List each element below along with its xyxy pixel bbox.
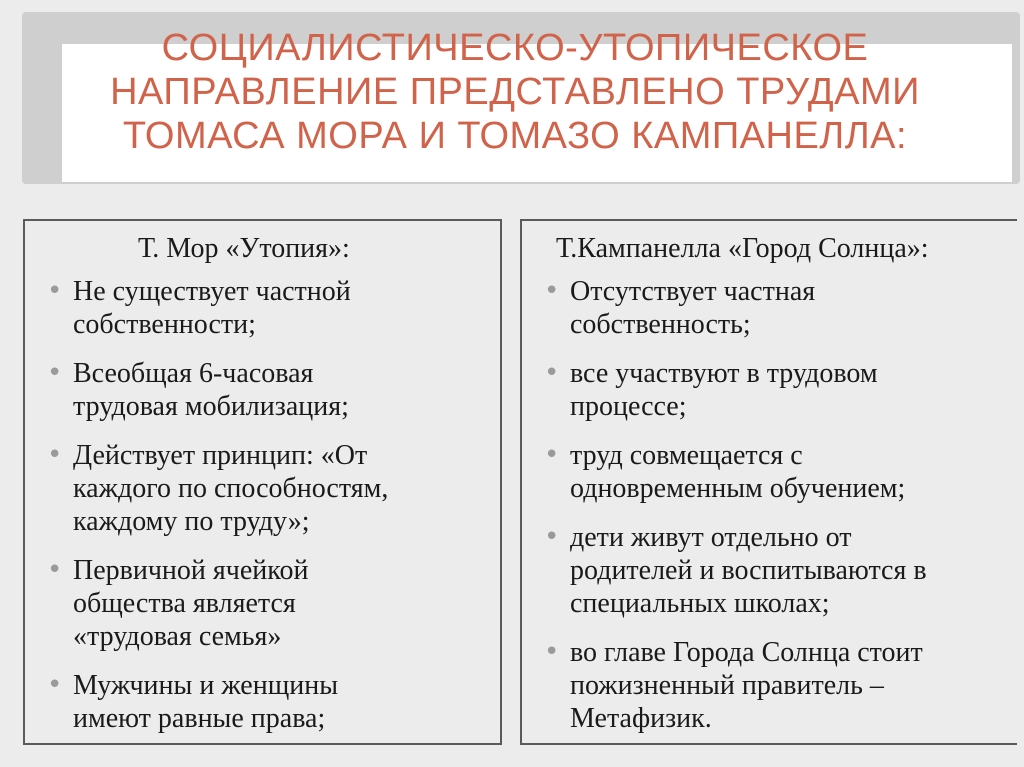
list-item-text: Мужчины и женщины имеют равные права; [73,670,339,734]
list-item [544,521,1014,620]
list-item [47,275,497,341]
list-item [47,554,497,653]
bullet-icon: • [47,670,63,700]
bullet-icon: • [544,440,560,470]
bullet-icon: • [47,276,63,306]
list-item-text: Действует принцип: «От каждого по способностям, каждому по труду»; [73,440,389,537]
title-line: СОЦИАЛИСТИЧЕСКО-УТОПИЧЕСКОЕ [161,27,869,69]
bullet-icon: • [47,440,63,470]
bullet-icon: • [544,276,560,306]
left-panel-heading: Т. Мор «Утопия»: [138,233,350,264]
left-panel-utopia [23,219,502,745]
list-item [544,357,1014,423]
list-item [47,439,497,538]
list-item [544,636,1014,735]
bullet-icon: • [47,358,63,388]
list-item [47,669,497,735]
bullet-icon: • [47,555,63,585]
list-item-text: Первичной ячейкой общества является «трудовая семья» [73,555,309,652]
list-item-text: Отсутствует частная собственность; [570,276,816,340]
slide-title [40,26,990,158]
bullet-icon: • [544,522,560,552]
list-item [544,275,1014,341]
list-item-text: Не существует частной собственности; [73,276,351,340]
bullet-icon: • [544,637,560,667]
right-panel-city-of-sun [520,219,1017,745]
title-line: ТОМАСА МОРА И ТОМАЗО КАМПАНЕЛЛА: [122,115,908,157]
list-item-text: дети живут отдельно от родителей и воспитываются в специальных школах; [570,522,927,619]
list-item-text: Всеобщая 6-часовая трудовая мобилизация; [73,358,349,422]
list-item-text: труд совмещается с одновременным обучением; [570,440,906,504]
list-item-text: все участвуют в трудовом процессе; [570,358,878,422]
right-panel-list [544,275,1014,751]
left-panel-list [47,275,497,751]
right-panel-heading: Т.Кампанелла «Город Солнца»: [556,233,929,264]
title-line: НАПРАВЛЕНИЕ ПРЕДСТАВЛЕНО ТРУДАМИ [110,71,920,113]
list-item [544,439,1014,505]
list-item-text: во главе Города Солнца стоит пожизненный правитель – Метафизик. [570,637,923,734]
list-item [47,357,497,423]
bullet-icon: • [544,358,560,388]
